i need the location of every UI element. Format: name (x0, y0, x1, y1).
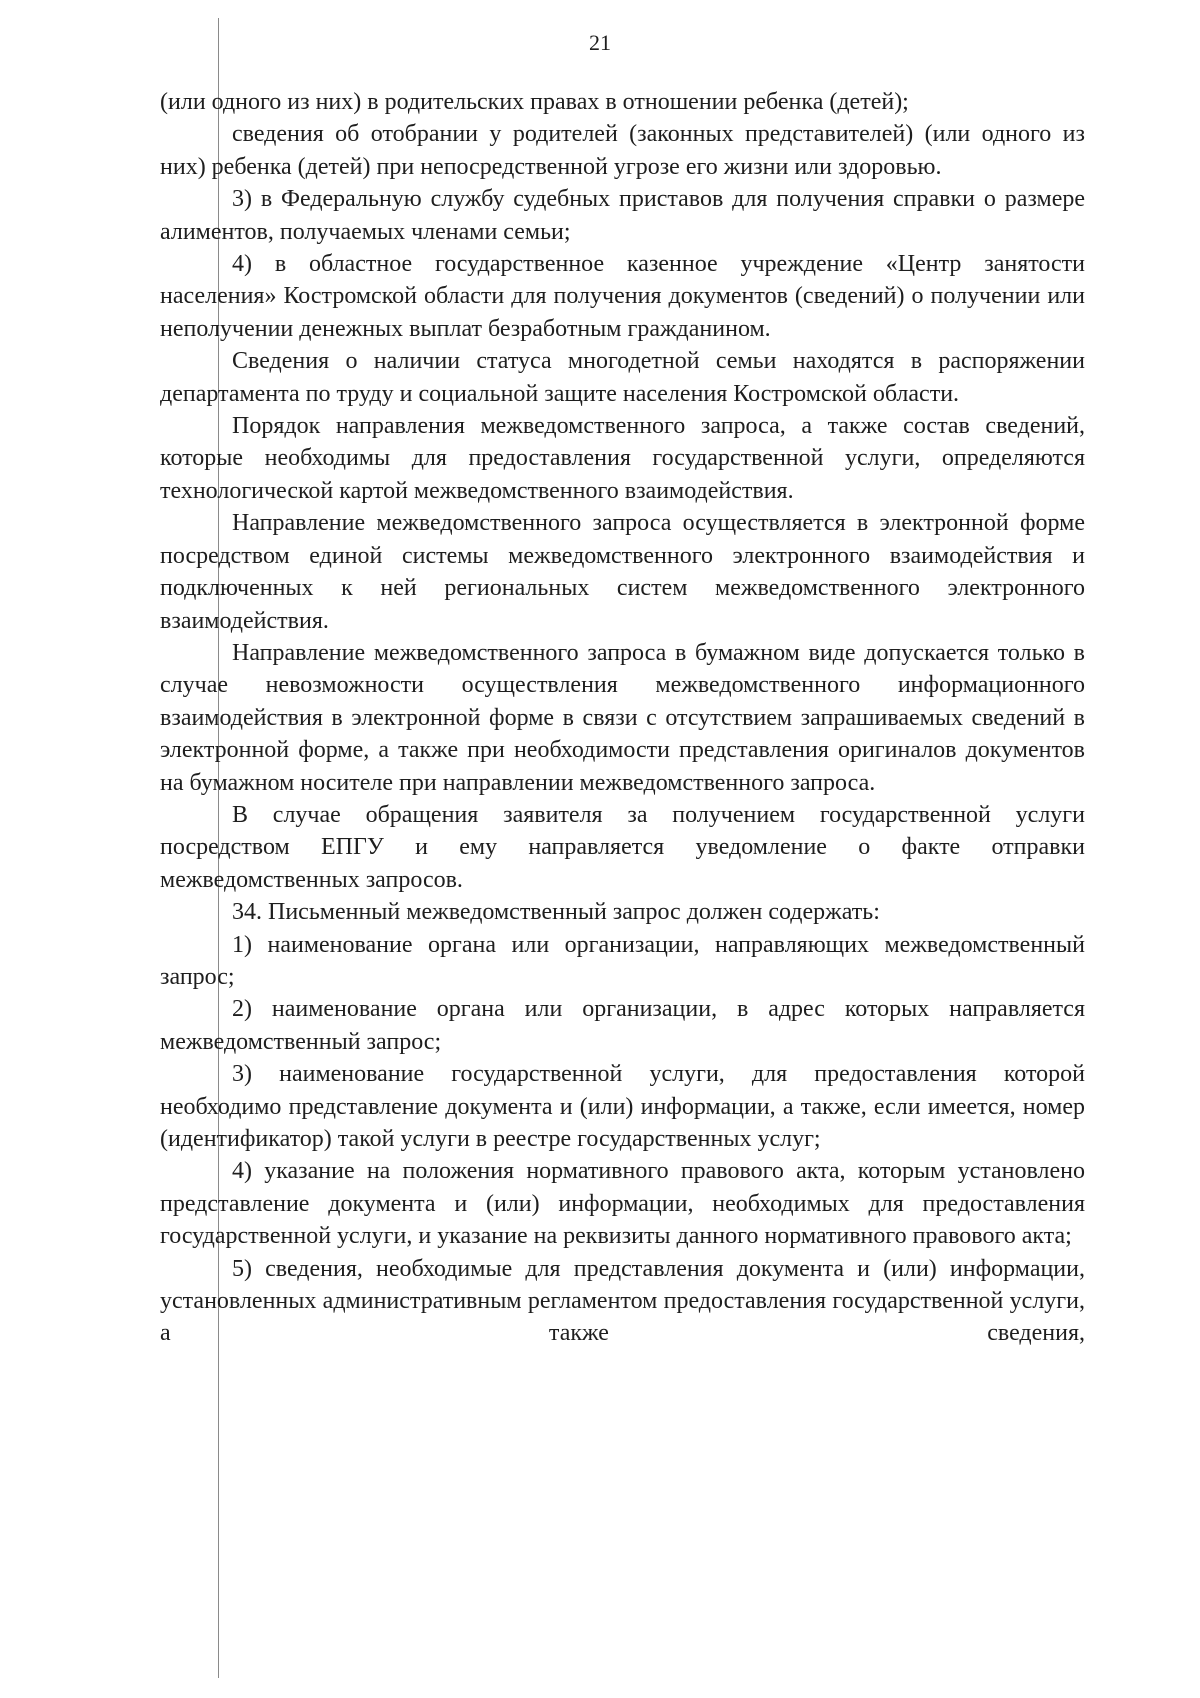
paragraph: Направление межведомственного запроса осуществляется в электронной форме посредством единой системы межведомственного электронного взаимодействия и подключенных к ней региональных систем межведомственного электронного взаимодействия. (160, 510, 1085, 634)
paragraph: 2) наименование органа или организации, в адрес которых направляется межведомственный запрос; (160, 996, 1085, 1055)
paragraph: (или одного из них) в родительских правах в отношении ребенка (детей); (160, 89, 909, 115)
paragraph: Порядок направления межведомственного запроса, а также состав сведений, которые необходимы для предоставления государственной услуги, определяются технологической картой межведомственного взаимодействия. (160, 413, 1085, 504)
paragraph: Сведения о наличии статуса многодетной семьи находятся в распоряжении департамента по труду и социальной защите населения Костромской области. (160, 348, 1085, 407)
paragraph: В случае обращения заявителя за получением государственной услуги посредством ЕПГУ и ему направляется уведомление о факте отправки межведомственных запросов. (160, 801, 1085, 893)
paragraph: 4) в областное государственное казенное учреждение «Центр занятости населения» Костромской области для получения документов (сведений) о получении или неполучении денежных выплат безработным гражданином. (160, 251, 1085, 342)
paragraph: 5) сведения, необходимые для представления документа и (или) информации, установленных административным регламентом предоставления государственной услуги, а также сведения, (160, 1255, 1085, 1347)
paragraph: сведения об отобрании у родителей (законных представителей) (или одного из них) ребенка (детей) при непосредственной угрозе его жизни или здоровью. (160, 121, 1085, 180)
paragraph: 3) наименование государственной услуги, для предоставления которой необходимо представление документа и (или) информации, а также, если имеется, номер (идентификатор) такой услуги в реестре государственных услуг; (160, 1061, 1085, 1152)
paragraph: 4) указание на положения нормативного правового акта, которым установлено представление документа и (или) информации, необходимых для предоставления государственной услуги, и указание на реквизиты данного нормативного правового акта; (160, 1158, 1085, 1250)
paragraph: 1) наименование органа или организации, направляющих межведомственный запрос; (160, 931, 1085, 990)
paragraph: Направление межведомственного запроса в бумажном виде допускается только в случае невозможности осуществления межведомственного информационного взаимодействия в электронной форме в связи с отсутствием запрашиваемых сведений в электронной форме, а также при необходимости представления оригиналов документов на бумажном носителе при направлении межведомственного запроса. (160, 639, 1085, 796)
paragraph: 34. Письменный межведомственный запрос должен содержать: (232, 899, 880, 926)
paragraph: 3) в Федеральную службу судебных приставов для получения справки о размере алиментов, получаемых членами семьи; (160, 186, 1085, 245)
document-body (160, 86, 1085, 1350)
page-number: 21 (589, 30, 611, 55)
